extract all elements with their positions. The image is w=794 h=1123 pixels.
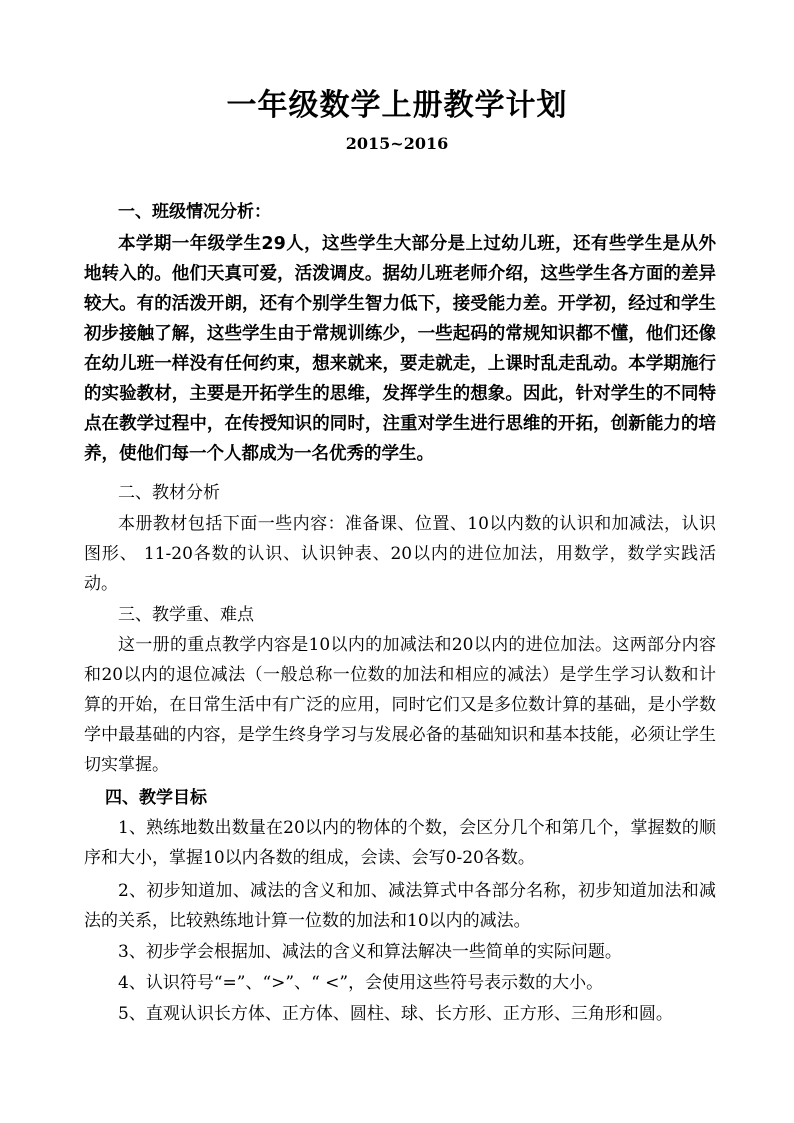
section-heading-goals: 四、教学目标 — [105, 788, 207, 808]
section-heading-key-points: 三、教学重、难点 — [118, 605, 254, 625]
section-heading-class-analysis: 一、班级情况分析： — [118, 202, 271, 222]
section-paragraph-key-points: 这一册的重点教学内容是10以内的加减法和20以内的进位加法。这两部分内容和20以内的退位减法（一般总称一位数的加法和相应的减法）是学生学习认数和计算的开始，在日常生活中有广泛的应用，同时它们又是多位数计算的基础，是小学数学中最基础的内容，是学生终身学习与发展必备的基础知识和基本技能，必须让学生切实掌握。 — [84, 635, 716, 775]
document-title: 一年级数学上册教学计划 — [226, 88, 568, 123]
goal-item-2: 2、初步知道加、减法的含义和加、减法算式中各部分名称，初步知道加法和减法的关系，比较熟练地计算一位数的加法和10以内的减法。 — [84, 881, 716, 931]
section-heading-textbook-analysis: 二、教材分析 — [118, 483, 220, 503]
section-paragraph-textbook-analysis: 本册教材包括下面一些内容：准备课、位置、10以内数的认识和加减法，认识图形、 11-20各数的认识、认识钟表、20以内的进位加法，用数学，数学实践活动。 — [84, 514, 716, 594]
goal-item-4: 4、认识符号“=”、“>”、“ <”，会使用这些符号表示数的大小。 — [118, 973, 604, 993]
goal-item-1: 1、熟练地数出数量在20以内的物体的个数，会区分几个和第几个，掌握数的顺序和大小，掌握10以内各数的组成，会读、会写0-20各数。 — [84, 818, 716, 868]
section-paragraph-class-analysis: 本学期一年级学生29人，这些学生大部分是上过幼儿班，还有些学生是从外地转入的。他们天真可爱，活泼调皮。据幼儿班老师介绍，这些学生各方面的差异较大。有的活泼开朗，还有个别学生智力低下，接受能力差。开学初，经过和学生初步接触了解，这些学生由于常规训练少，一些起码的常规知识都不懂，他们还像在幼儿班一样没有任何约束，想来就来，要走就走，上课时乱走乱动。本学期施行的实验教材，主要是开拓学生的思维，发挥学生的想象。因此，针对学生的不同特点在教学过程中，在传授知识的同时，注重对学生进行思维的开拓，创新能力的培养，使他们每一个人都成为一名优秀的学生。 — [84, 234, 716, 464]
document-subtitle: 2015~2016 — [345, 134, 449, 153]
goal-item-5: 5、直观认识长方体、正方体、圆柱、球、长方形、正方形、三角形和圆。 — [118, 1004, 673, 1024]
goal-item-3: 3、初步学会根据加、减法的含义和算法解决一些简单的实际问题。 — [118, 942, 622, 962]
